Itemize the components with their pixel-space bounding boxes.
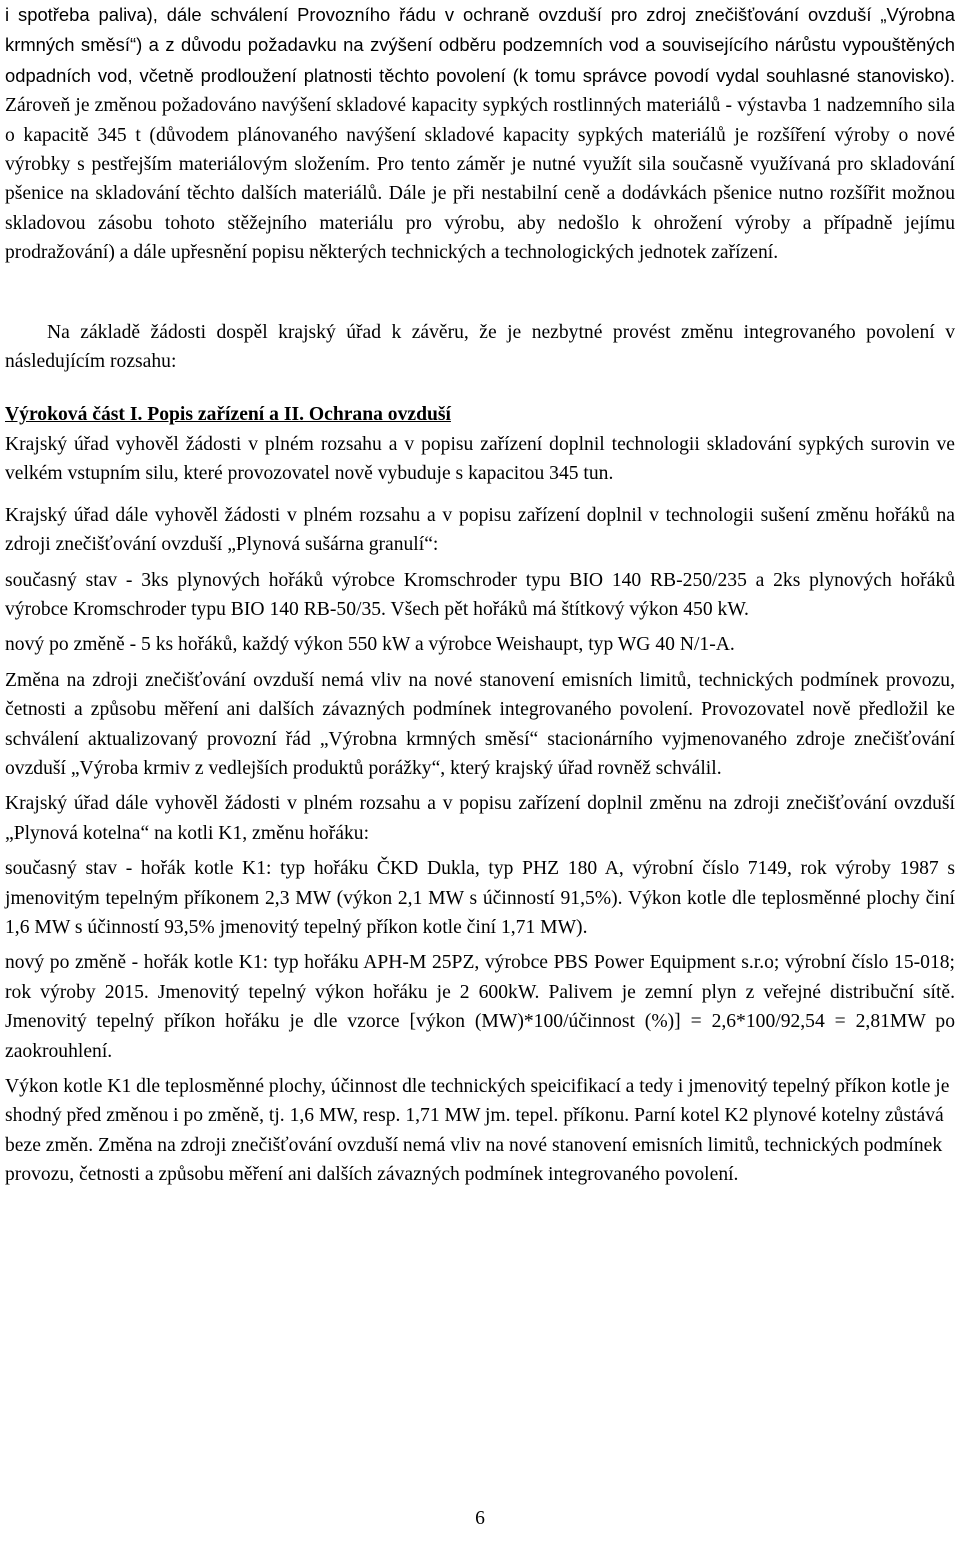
intro-serif-text: Zároveň je změnou požadováno navýšení skladové kapacity sypkých rostlinných materiálů - výstavba 1 nadzemního sila o kapacitě 345 t (důvodem plánovaného navýšení skladové kapacity sypkých materiálů je rozšíření výroby o nové výrobky s pestřejším materiálovým složením. Pro tento záměr je nutné využít sila současně využívaná pro skladování pšenice na skladování těchto dalších materiálů. Dále je při nestabilní ceně a dodávkách pšenice nutno rozšířit možnou skladovou zásobu tohoto stěžejního materiálu pro výrobu, aby nedošlo k ohrožení výroby a případně jejímu prodražování) a dále upřesnění popisu některých technických a technologických jednotek zařízení. (5, 95, 955, 264)
paragraph-dryer-effect: Změna na zdroji znečišťování ovzduší nemá vliv na nové stanovení emisních limitů, technických podmínek provozu, četnosti a způsobu měření ani dalších závazných podmínek integrovaného povolení. Provozovatel nově předložil ke schválení aktualizovaný provozní řád „Výrobna krmných směsí“ stacionárního vyjmenovaného zdroje znečišťování ovzduší „Výroba krmiv z vedlejších produktů porážky“, který krajský úřad rovněž schválil. (5, 669, 955, 779)
paragraph-boiler-effect: Výkon kotle K1 dle teplosměnné plochy, účinnost dle technických speicifikací a tedy i jmenovitý tepelný příkon kotle je shodný před změnou i po změně, tj. 1,6 MW, resp. 1,71 MW jm. tepel. příkonu. Parní kotel K2 plynové kotelny zůstává beze změn. Změna na zdroji znečišťování ovzduší nemá vliv na nové stanovení emisních limitů, technických podmínek provozu, četnosti a způsobu měření ani dalších závazných podmínek integrovaného povolení. (5, 1076, 950, 1186)
page-number: 6 (475, 1508, 485, 1529)
section-heading (5, 400, 955, 429)
paragraph-boiler-new: nový po změně - hořák kotle K1: typ hořáku APH-M 25PZ, výrobce PBS Power Equipment s.r.o; výrobní číslo 15-018; rok výroby 2015. Jmenovitý tepelný výkon hořáku je 2 600kW. Palivem je zemní plyn z veřejné distribuční sítě. Jmenovitý tepelný příkon hořáku je dle vzorce [výkon (MW)*100/účinnost (%)] = 2,6*100/92,54 = 2,81MW po zaokrouhlení. (5, 952, 955, 1062)
document-page (5, 0, 955, 1190)
paragraph-boiler-current: současný stav - hořák kotle K1: typ hořáku ČKD Dukla, typ PHZ 180 A, výrobní číslo 7149, rok výroby 1987 s jmenovitým tepelným příkonem 2,3 MW (výkon 2,1 MW s účinností 91,5%). Výkon kotle dle teplosměnné plochy činí 1,6 MW s účinností 93,5% jmenovitý tepelný příkon kotle činí 1,71 MW). (5, 858, 955, 938)
section-heading-text: Výroková část I. Popis zařízení a II. Ochrana ovzduší (5, 404, 451, 426)
paragraph-dryer-current: současný stav - 3ks plynových hořáků výrobce Kromschroder typu BIO 140 RB-250/235 a 2ks plynových hořáků výrobce Kromschroder typu BIO 140 RB-50/35. Všech pět hořáků má štítkový výkon 450 kW. (5, 569, 955, 620)
paragraph-intro (5, 0, 955, 268)
paragraph-conclusion: Na základě žádosti dospěl krajský úřad k závěru, že je nezbytné provést změnu integrovaného povolení v následujícím rozsahu: (5, 321, 955, 373)
paragraph-silo: Krajský úřad vyhověl žádosti v plném rozsahu a v popisu zařízení doplnil technologii skladování sypkých surovin ve velkém vstupním silu, které provozovatel nově vybuduje s kapacitou 345 tun. (5, 433, 955, 485)
intro-sans-text: i spotřeba paliva), dále schválení Provozního řádu v ochraně ovzduší pro zdroj znečišťování ovzduší „Výrobna krmných směsí“) a z důvodu požadavku na zvýšení odběru podzemních vod a souvisejícího nárůstu vypouštěných odpadních vod, včetně prodloužení platnosti těchto povolení (k tomu správce povodí vydal souhlasné stanovisko). (5, 4, 955, 86)
paragraph-dryer-intro: Krajský úřad dále vyhověl žádosti v plném rozsahu a v popisu zařízení doplnil v technologii sušení změnu hořáků na zdroji znečišťování ovzduší „Plynová sušárna granulí“: (5, 504, 955, 556)
paragraph-boiler-intro: Krajský úřad dále vyhověl žádosti v plném rozsahu a v popisu zařízení doplnil změnu na zdroji znečišťování ovzduší „Plynová kotelna“ na kotli K1, změnu hořáku: (5, 793, 955, 844)
paragraph-dryer-new: nový po změně - 5 ks hořáků, každý výkon 550 kW a výrobce Weishaupt, typ WG 40 N/1-A. (5, 634, 735, 656)
